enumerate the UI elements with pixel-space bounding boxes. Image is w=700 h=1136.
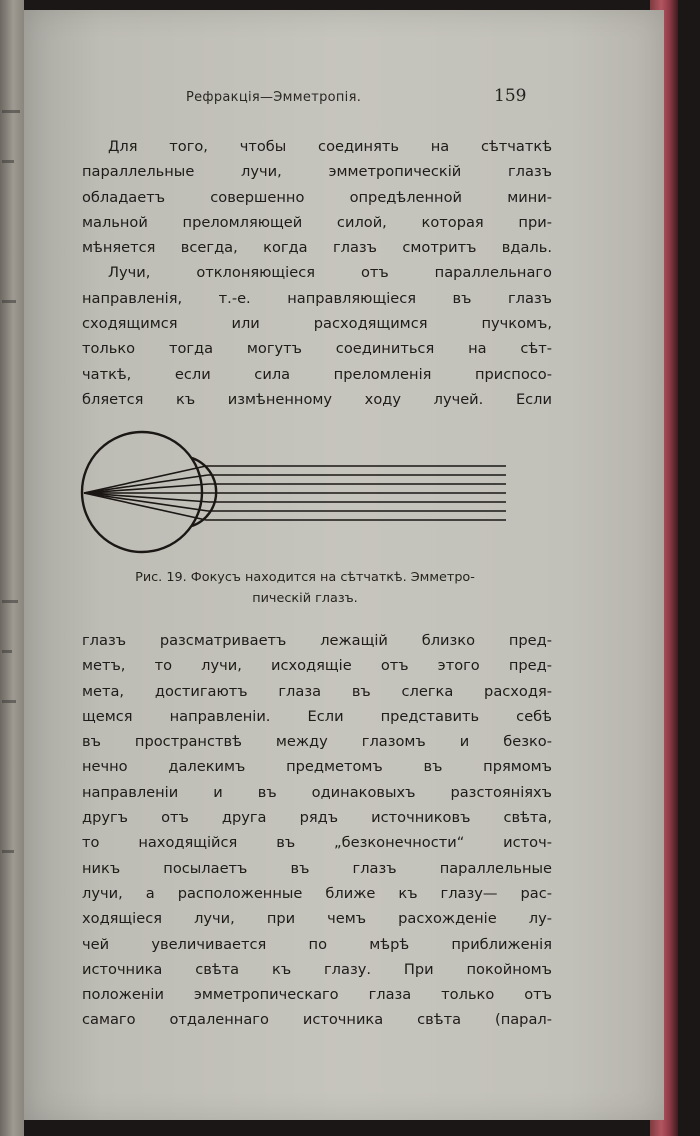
text-line: чей увеличивается по мѣрѣ приближенія	[82, 935, 552, 953]
text-line: нечно далекимъ предметомъ въ прямомъ	[82, 758, 552, 776]
left-page-text-fragment	[2, 600, 18, 603]
text-line: источника свѣта къ глазу. При покойномъ	[82, 960, 552, 978]
text-line: Лучи, отклоняющіеся отъ параллельнаго	[108, 264, 552, 282]
eye-diagram	[74, 430, 514, 560]
running-head: Рефракція—Эмметропія.	[186, 90, 362, 105]
text-line: щемся направленіи. Если представить себѣ	[82, 707, 552, 725]
paragraph-block-top	[82, 134, 552, 412]
text-line: направленія, т.-е. направляющіеся въ глазъ	[82, 289, 552, 307]
text-line: метъ, то лучи, исходящіе отъ этого пред-	[82, 657, 552, 675]
text-line: чаткѣ, если сила преломленія приспосо-	[82, 365, 552, 383]
text-line: обладаетъ совершенно опредѣленной мини-	[82, 188, 552, 206]
eye-diagram-figure	[74, 430, 514, 560]
text-line: другъ отъ друга рядъ источниковъ свѣта,	[82, 809, 552, 827]
left-page-text-fragment	[2, 160, 14, 163]
text-line: самаго отдаленнаго источника свѣта (парал-	[82, 1011, 552, 1029]
text-line: только тогда могутъ соединиться на сѣт-	[82, 340, 552, 358]
text-line: ходящіеся лучи, при чемъ расхожденіе лу-	[82, 910, 552, 928]
left-page-edge	[0, 0, 24, 1136]
left-page-text-fragment	[2, 850, 14, 853]
text-line: направленіи и въ одинаковыхъ разстояніяхъ	[82, 783, 552, 801]
text-line: лучи, а расположенные ближе къ глазу— рас-	[82, 884, 552, 902]
page-number: 159	[494, 86, 527, 106]
text-line: Для того, чтобы соединять на сѣтчаткѣ	[108, 138, 552, 155]
caption-line: Рис. 19. Фокусъ находится на сѣтчаткѣ. Эмметро-	[135, 570, 475, 585]
book-page	[24, 10, 664, 1120]
figure-caption	[60, 567, 550, 609]
light-rays	[84, 466, 506, 520]
text-line: положеніи эмметропическаго глаза только отъ	[82, 986, 552, 1004]
left-page-text-fragment	[2, 110, 20, 113]
left-page-text-fragment	[2, 700, 16, 703]
text-line: въ пространствѣ между глазомъ и безко-	[82, 733, 552, 751]
caption-line: пическій глазъ.	[252, 591, 358, 606]
text-line: никъ посылаетъ въ глазъ параллельные	[82, 859, 552, 877]
text-line: то находящійся въ „безконечности“ источ-	[82, 834, 552, 852]
text-line: бляется къ измѣненному ходу лучей. Если	[82, 390, 552, 408]
text-line: мета, достигаютъ глаза въ слегка расходя-	[82, 682, 552, 700]
page-header	[24, 86, 664, 116]
left-page-text-fragment	[2, 650, 12, 653]
left-page-text-fragment	[2, 300, 16, 303]
text-line: глазъ разсматриваетъ лежащій близко пред-	[82, 632, 552, 649]
text-line: параллельные лучи, эмметропическій глазъ	[82, 163, 552, 181]
paragraph-block-bottom	[82, 628, 552, 1033]
text-line: мальной преломляющей силой, которая при-	[82, 213, 552, 231]
text-line: сходящимся или расходящимся пучкомъ,	[82, 315, 552, 333]
text-line: мѣняется всегда, когда глазъ смотритъ вдаль.	[82, 239, 552, 257]
